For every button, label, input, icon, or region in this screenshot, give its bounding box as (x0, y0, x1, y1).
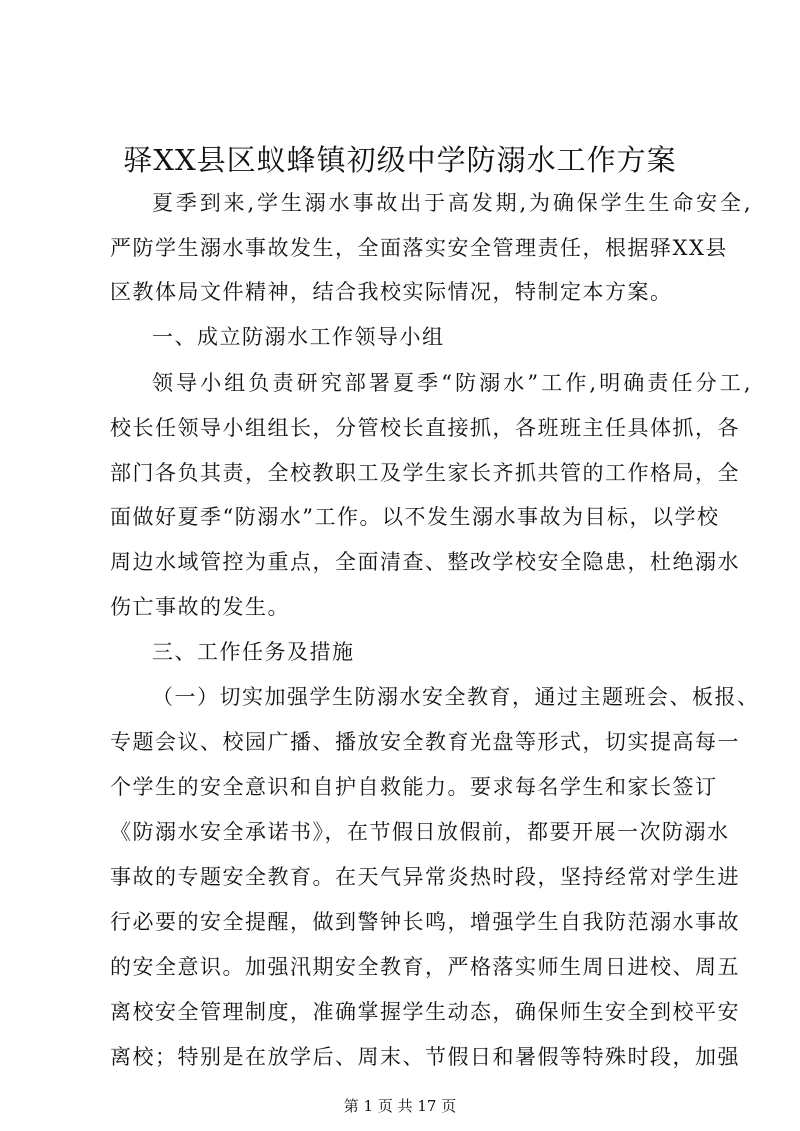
body-line: 周边水域管控为重点，全面清查、整改学校安全隐患，杜绝溺水 (110, 550, 740, 574)
body-line: 行必要的安全提醒，做到警钟长鸣，增强学生自我防范溺水事故 (110, 910, 740, 934)
body-line: 领导小组负责研究部署夏季“防溺水”工作,明确责任分工, (152, 371, 752, 395)
body-line: 夏季到来,学生溺水事故出于高发期,为确保学生生命安全, (152, 191, 752, 215)
page-number-footer: 第 1 页 共 17 页 (343, 1097, 457, 1115)
section-heading: 三、工作任务及措施 (152, 640, 355, 664)
body-line: 严防学生溺水事故发生，全面落实安全管理责任，根据驿XX县 (110, 236, 728, 260)
body-line: 事故的专题安全教育。在天气异常炎热时段，坚持经常对学生进 (110, 865, 740, 889)
body-line: 区教体局文件精神，结合我校实际情况，特制定本方案。 (110, 280, 673, 304)
body-line: 面做好夏季“防溺水”工作。以不发生溺水事故为目标，以学校 (110, 505, 720, 529)
body-line: 专题会议、校园广播、播放安全教育光盘等形式，切实提高每一 (110, 730, 740, 754)
body-line: （一）切实加强学生防溺水安全教育，通过主题班会、板报、 (152, 685, 760, 709)
section-heading: 一、成立防溺水工作领导小组 (152, 325, 445, 349)
body-line: 部门各负其责，全校教职工及学生家长齐抓共管的工作格局，全 (110, 461, 740, 485)
body-line: 离校；特别是在放学后、周末、节假日和暑假等特殊时段，加强 (110, 1045, 740, 1069)
body-line: 校长任领导小组组长，分管校长直接抓，各班班主任具体抓，各 (110, 416, 740, 440)
body-line: 的安全意识。加强汛期安全教育，严格落实师生周日进校、周五 (110, 955, 740, 979)
body-line: 个学生的安全意识和自护自救能力。要求每名学生和家长签订 (110, 775, 718, 799)
body-line: 伤亡事故的发生。 (110, 595, 290, 619)
page-title: 驿XX县区蚁蜂镇初级中学防溺水工作方案 (123, 143, 677, 177)
body-line: 离校安全管理制度，准确掌握学生动态，确保师生安全到校平安 (110, 1000, 740, 1024)
body-line: 《防溺水安全承诺书》，在节假日放假前，都要开展一次防溺水 (110, 820, 730, 844)
